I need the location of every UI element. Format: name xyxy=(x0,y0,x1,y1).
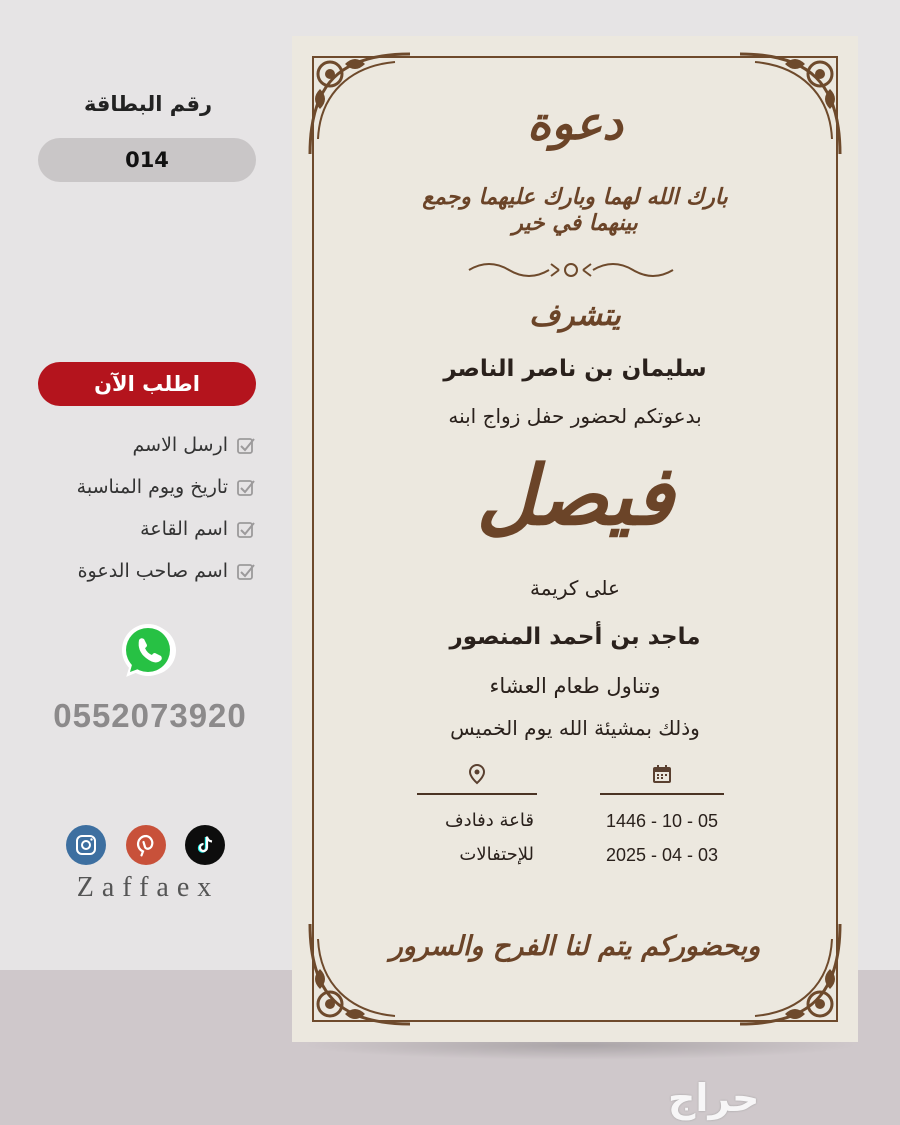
card-number-badge: 014 xyxy=(38,138,256,182)
feature-label: اسم القاعة xyxy=(140,518,228,540)
dinner-line: وتناول طعام العشاء xyxy=(489,674,661,698)
checkbox-checked-icon xyxy=(236,561,256,581)
pinterest-icon[interactable] xyxy=(126,825,166,865)
location-pin-icon xyxy=(466,763,488,785)
gregorian-date: 2025 - 04 - 03 xyxy=(605,845,719,865)
blessing-calligraphy: بارك الله لهما وبارك عليهما وجمع بينهما في خير xyxy=(422,184,728,236)
feature-label: تاريخ ويوم المناسبة xyxy=(76,476,228,498)
feature-label: اسم صاحب الدعوة xyxy=(77,560,228,582)
feature-item xyxy=(40,508,256,550)
date-divider xyxy=(600,793,724,795)
invitation-card xyxy=(292,36,858,1042)
bride-father-name: ماجد بن أحمد المنصور xyxy=(449,624,701,650)
tiktok-icon[interactable] xyxy=(185,825,225,865)
divider-ornament-icon xyxy=(465,258,677,282)
feature-label: ارسل الاسم xyxy=(132,434,228,456)
venue-name: قاعة دفادف xyxy=(445,810,534,831)
feature-item xyxy=(40,550,256,592)
checkbox-checked-icon xyxy=(236,435,256,455)
brand-name: Zaffaex xyxy=(76,872,220,903)
venue-type: للإحتفالات xyxy=(459,844,534,865)
order-now-button[interactable]: اطلب الآن xyxy=(38,362,256,406)
closing-calligraphy: وبحضوركم يتم لنا الفرح والسرور xyxy=(389,931,761,962)
day-line: وذلك بمشيئة الله يوم الخميس xyxy=(450,716,700,740)
feature-item xyxy=(40,466,256,508)
feature-item xyxy=(40,424,256,466)
feature-list xyxy=(40,424,256,592)
hijri-date: 1446 - 10 - 05 xyxy=(605,811,719,831)
checkbox-checked-icon xyxy=(236,477,256,497)
calendar-icon xyxy=(651,763,673,785)
checkbox-checked-icon xyxy=(236,519,256,539)
venue-divider xyxy=(417,793,537,795)
card-number-label: رقم البطاقة xyxy=(83,92,213,116)
honored-calligraphy: يتشرف xyxy=(529,298,621,333)
bride-intro: على كريمة xyxy=(530,576,620,600)
phone-number[interactable]: 0552073920 xyxy=(53,697,247,734)
host-name: سليمان بن ناصر الناصر xyxy=(443,356,707,382)
watermark: حراج xyxy=(668,1076,760,1120)
invitation-heading: دعوة xyxy=(527,96,623,150)
invite-line: بدعوتكم لحضور حفل زواج ابنه xyxy=(448,404,702,428)
whatsapp-icon[interactable] xyxy=(117,622,177,682)
groom-name: فيصل xyxy=(476,448,674,544)
instagram-icon[interactable] xyxy=(66,825,106,865)
